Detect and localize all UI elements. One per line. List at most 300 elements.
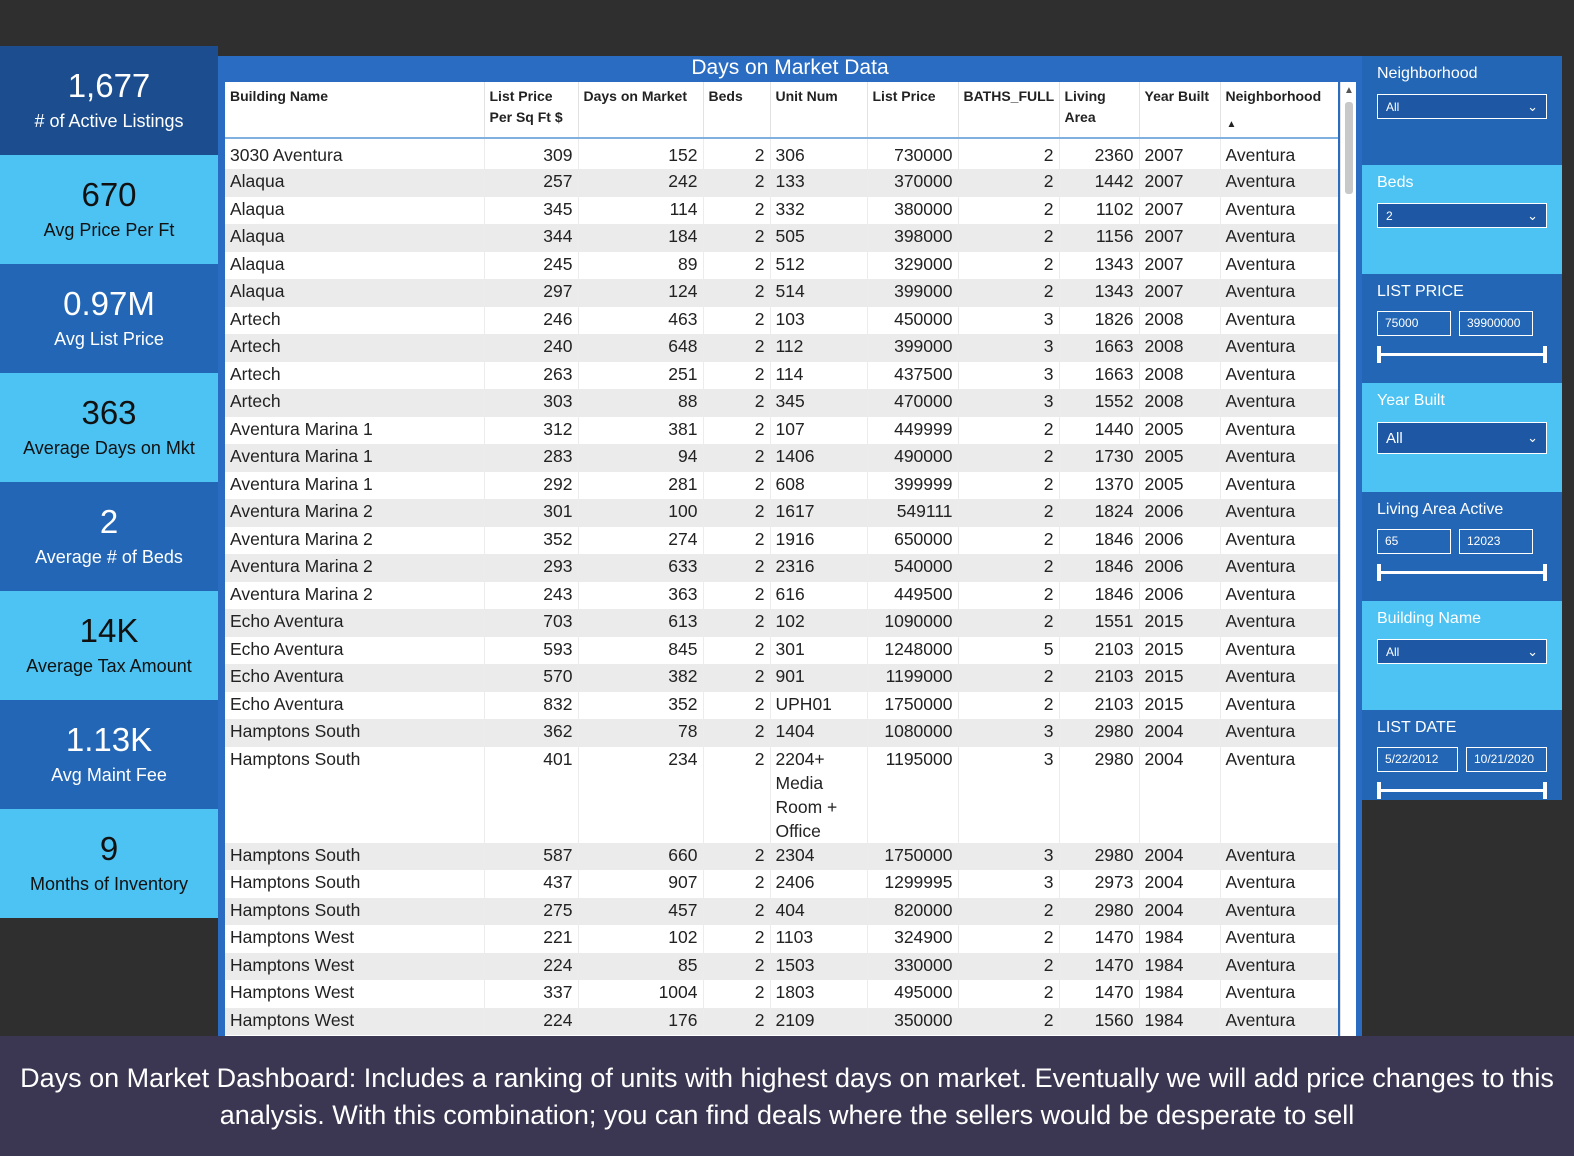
table-cell: 2: [703, 444, 770, 472]
table-cell: Aventura: [1220, 692, 1338, 720]
table-row[interactable]: [225, 224, 1338, 252]
table-row[interactable]: [225, 362, 1338, 390]
table-row[interactable]: [225, 582, 1338, 610]
table-cell: 2015: [1139, 609, 1220, 637]
table-cell: 2: [958, 925, 1059, 953]
slider-min-handle[interactable]: [1377, 782, 1381, 799]
slicer-label: Beds: [1377, 174, 1414, 191]
list-price-min-input[interactable]: 75000: [1377, 311, 1451, 336]
kpi-value: 2: [99, 502, 119, 540]
table-cell: Aventura: [1220, 980, 1338, 1008]
column-header[interactable]: [958, 82, 1059, 138]
table-cell: 398000: [867, 224, 958, 252]
column-header[interactable]: [1059, 82, 1139, 138]
table-cell: UPH01: [770, 692, 867, 720]
table-row[interactable]: [225, 444, 1338, 472]
list-date-min-input[interactable]: 5/22/2012: [1377, 747, 1458, 772]
table-cell: 89: [578, 252, 703, 280]
table-cell: 1846: [1059, 554, 1139, 582]
table-cell: 730000: [867, 138, 958, 169]
table-cell: 2: [958, 197, 1059, 225]
table-cell: 2: [958, 664, 1059, 692]
column-header[interactable]: [703, 82, 770, 138]
table-cell: 2980: [1059, 898, 1139, 926]
dropdown-value: All: [1386, 429, 1403, 447]
slicer-year-built: [1362, 383, 1562, 492]
table-cell: 1103: [770, 925, 867, 953]
table-cell: 293: [484, 554, 578, 582]
table-cell: Echo Aventura: [225, 637, 484, 665]
table-cell: 1299995: [867, 870, 958, 898]
table-cell: 114: [770, 362, 867, 390]
table-row[interactable]: [225, 953, 1338, 981]
table-row[interactable]: [225, 870, 1338, 898]
table-cell: Hamptons West: [225, 953, 484, 981]
table-cell: Hamptons South: [225, 843, 484, 871]
table-cell: 2: [703, 664, 770, 692]
kpi-card-avg-maint-fee: [0, 700, 218, 809]
table-cell: Aventura: [1220, 389, 1338, 417]
table-cell: 2109: [770, 1008, 867, 1036]
table-cell: 832: [484, 692, 578, 720]
table-row[interactable]: [225, 692, 1338, 720]
table-cell: 3: [958, 307, 1059, 335]
table-cell: 312: [484, 417, 578, 445]
table-cell: 2008: [1139, 334, 1220, 362]
table-cell: 345: [770, 389, 867, 417]
table-cell: 2304: [770, 843, 867, 871]
table-cell: 3: [958, 389, 1059, 417]
table-scrollbar[interactable]: [1340, 82, 1356, 1036]
table-cell: 1984: [1139, 980, 1220, 1008]
table-cell: 399999: [867, 472, 958, 500]
table-cell: 2980: [1059, 747, 1139, 843]
list-price-max-input[interactable]: 39900000: [1459, 311, 1533, 336]
slider-max-handle[interactable]: [1543, 782, 1547, 799]
table-row[interactable]: [225, 719, 1338, 747]
column-header[interactable]: [225, 82, 484, 138]
chevron-down-icon: ⌄: [1527, 643, 1538, 659]
table-cell: 2: [703, 582, 770, 610]
table-row[interactable]: [225, 307, 1338, 335]
kpi-card-avg-days-on-market: [0, 373, 218, 482]
living-area-max-input[interactable]: 12023: [1459, 529, 1533, 554]
table-cell: 1442: [1059, 169, 1139, 197]
table-cell: 3: [958, 747, 1059, 843]
table-cell: 540000: [867, 554, 958, 582]
table-cell: 450000: [867, 307, 958, 335]
table-cell: 370000: [867, 169, 958, 197]
column-header[interactable]: [770, 82, 867, 138]
living-area-slider[interactable]: [1377, 562, 1547, 582]
table-cell: 2: [958, 692, 1059, 720]
table-cell: 845: [578, 637, 703, 665]
table-cell: 2015: [1139, 664, 1220, 692]
table-cell: 2103: [1059, 692, 1139, 720]
table-cell: 457: [578, 898, 703, 926]
kpi-column: [0, 46, 218, 918]
list-price-slider[interactable]: [1377, 344, 1547, 364]
table-cell: 2004: [1139, 898, 1220, 926]
table-cell: 399000: [867, 279, 958, 307]
table-cell: Aventura Marina 1: [225, 472, 484, 500]
table-cell: Aventura: [1220, 334, 1338, 362]
list-date-max-input[interactable]: 10/21/2020: [1466, 747, 1547, 772]
column-header-label: Year Built: [1144, 88, 1210, 104]
table-cell: 329000: [867, 252, 958, 280]
column-header-label: Days on Market: [583, 88, 687, 104]
table-row[interactable]: [225, 637, 1338, 665]
column-header[interactable]: [1139, 82, 1220, 138]
table-cell: 257: [484, 169, 578, 197]
table-cell: 103: [770, 307, 867, 335]
table-cell: 306: [770, 138, 867, 169]
table-cell: 570: [484, 664, 578, 692]
scrollbar-thumb[interactable]: [1345, 102, 1353, 194]
table-cell: 1560: [1059, 1008, 1139, 1036]
table-row[interactable]: [225, 169, 1338, 197]
table-cell: 352: [578, 692, 703, 720]
table-cell: 184: [578, 224, 703, 252]
days-on-market-panel: [218, 56, 1362, 1036]
table-row[interactable]: [225, 527, 1338, 555]
list-date-slider[interactable]: [1377, 780, 1547, 800]
kpi-value: 1,677: [67, 66, 151, 104]
table-row[interactable]: [225, 554, 1338, 582]
table-row[interactable]: [225, 138, 1338, 169]
table-cell: 463: [578, 307, 703, 335]
table-row[interactable]: [225, 389, 1338, 417]
slider-max-handle[interactable]: [1543, 346, 1547, 363]
table-cell: 263: [484, 362, 578, 390]
table-cell: 345: [484, 197, 578, 225]
slicer-label: Living Area Active: [1377, 501, 1504, 518]
table-cell: 2: [958, 138, 1059, 169]
table-cell: Hamptons South: [225, 870, 484, 898]
table-cell: Aventura: [1220, 252, 1338, 280]
kpi-label: # of Active Listings: [34, 111, 184, 132]
slicer-label: Building Name: [1377, 610, 1482, 627]
table-cell: Hamptons West: [225, 1008, 484, 1036]
table-cell: Artech: [225, 307, 484, 335]
table-row[interactable]: [225, 334, 1338, 362]
table-cell: 176: [578, 1008, 703, 1036]
table-cell: 2: [703, 362, 770, 390]
table-cell: 245: [484, 252, 578, 280]
table-row[interactable]: [225, 609, 1338, 637]
table-cell: 2980: [1059, 719, 1139, 747]
column-header[interactable]: [484, 82, 578, 138]
table-cell: 381: [578, 417, 703, 445]
table-cell: Aventura: [1220, 554, 1338, 582]
table-cell: 2103: [1059, 637, 1139, 665]
table-cell: 2005: [1139, 444, 1220, 472]
table-cell: 2008: [1139, 389, 1220, 417]
table-cell: 1470: [1059, 980, 1139, 1008]
table-cell: Echo Aventura: [225, 609, 484, 637]
table-cell: Aventura: [1220, 362, 1338, 390]
table-cell: 251: [578, 362, 703, 390]
table-cell: Aventura: [1220, 197, 1338, 225]
table-cell: 246: [484, 307, 578, 335]
column-header-label: List Price Per Sq Ft $: [489, 88, 563, 125]
table-cell: 2015: [1139, 692, 1220, 720]
table-cell: 221: [484, 925, 578, 953]
table-cell: 2: [958, 953, 1059, 981]
table-cell: 2973: [1059, 870, 1139, 898]
chevron-down-icon: ⌄: [1527, 98, 1538, 114]
table-cell: Artech: [225, 389, 484, 417]
table-cell: 1080000: [867, 719, 958, 747]
table-cell: Aventura Marina 2: [225, 527, 484, 555]
table-cell: Echo Aventura: [225, 692, 484, 720]
slider-max-handle[interactable]: [1543, 564, 1547, 581]
building-name-dropdown[interactable]: [1377, 639, 1547, 664]
table-cell: Aventura: [1220, 138, 1338, 169]
table-cell: 224: [484, 953, 578, 981]
table-cell: 1846: [1059, 582, 1139, 610]
slicer-neighborhood: [1362, 56, 1562, 165]
sort-ascending-icon[interactable]: ▲: [1226, 119, 1237, 130]
table-row[interactable]: [225, 197, 1338, 225]
table-cell: 2: [958, 898, 1059, 926]
table-cell: 5: [958, 637, 1059, 665]
table-cell: 1343: [1059, 252, 1139, 280]
table-cell: 1004: [578, 980, 703, 1008]
table-cell: 650000: [867, 527, 958, 555]
kpi-label: Months of Inventory: [29, 874, 189, 895]
table-cell: 1803: [770, 980, 867, 1008]
beds-dropdown[interactable]: [1377, 203, 1547, 228]
table-row[interactable]: [225, 747, 1338, 843]
table-cell: 3030 Aventura: [225, 138, 484, 169]
table-cell: 2406: [770, 870, 867, 898]
slider-min-handle[interactable]: [1377, 564, 1381, 581]
table-cell: 2: [703, 870, 770, 898]
column-header-label: Beds: [708, 88, 743, 104]
table-row[interactable]: [225, 472, 1338, 500]
table-cell: 94: [578, 444, 703, 472]
table-cell: 1406: [770, 444, 867, 472]
table-cell: 240: [484, 334, 578, 362]
kpi-label: Avg Maint Fee: [51, 765, 167, 786]
table-cell: 1470: [1059, 953, 1139, 981]
table-cell: 2007: [1139, 169, 1220, 197]
table-cell: 107: [770, 417, 867, 445]
column-header-label: List Price: [872, 88, 936, 104]
table-cell: 2: [703, 279, 770, 307]
table-cell: 1617: [770, 499, 867, 527]
table-cell: Aventura Marina 2: [225, 499, 484, 527]
table-cell: Aventura Marina 1: [225, 417, 484, 445]
table-row[interactable]: [225, 499, 1338, 527]
table-cell: 242: [578, 169, 703, 197]
table-cell: 124: [578, 279, 703, 307]
table-cell: 2: [703, 389, 770, 417]
table-cell: 1846: [1059, 527, 1139, 555]
table-cell: 633: [578, 554, 703, 582]
table-cell: 3: [958, 362, 1059, 390]
kpi-value: 363: [81, 393, 137, 431]
table-cell: 2360: [1059, 138, 1139, 169]
table-cell: 1984: [1139, 925, 1220, 953]
table-cell: 2: [958, 472, 1059, 500]
table-cell: 2: [703, 197, 770, 225]
table-cell: 1404: [770, 719, 867, 747]
table-cell: 495000: [867, 980, 958, 1008]
table-cell: 2007: [1139, 138, 1220, 169]
table-cell: Artech: [225, 362, 484, 390]
table-cell: 703: [484, 609, 578, 637]
slicer-list-date: [1362, 710, 1562, 800]
table-cell: 1730: [1059, 444, 1139, 472]
table-cell: Hamptons South: [225, 898, 484, 926]
table-cell: 1750000: [867, 843, 958, 871]
table-cell: 224: [484, 1008, 578, 1036]
table-cell: 593: [484, 637, 578, 665]
table-cell: Echo Aventura: [225, 664, 484, 692]
table-cell: 1470: [1059, 925, 1139, 953]
table-cell: 907: [578, 870, 703, 898]
table-cell: Alaqua: [225, 252, 484, 280]
table-cell: 2: [703, 252, 770, 280]
table-cell: Aventura: [1220, 472, 1338, 500]
table-cell: Hamptons West: [225, 980, 484, 1008]
table-cell: 1503: [770, 953, 867, 981]
table-cell: 88: [578, 389, 703, 417]
table-cell: 1663: [1059, 334, 1139, 362]
table-cell: Aventura: [1220, 444, 1338, 472]
table-cell: 330000: [867, 953, 958, 981]
table-cell: 382: [578, 664, 703, 692]
table-cell: 648: [578, 334, 703, 362]
table-cell: 350000: [867, 1008, 958, 1036]
table-cell: Aventura: [1220, 169, 1338, 197]
kpi-label: Average Days on Mkt: [23, 438, 195, 459]
table-cell: 2: [958, 279, 1059, 307]
chevron-down-icon: ⌄: [1527, 207, 1538, 223]
table-cell: 2008: [1139, 362, 1220, 390]
table-cell: 1440: [1059, 417, 1139, 445]
table-cell: Aventura: [1220, 279, 1338, 307]
table-cell: 2006: [1139, 554, 1220, 582]
column-header-label: Neighborhood: [1225, 88, 1322, 104]
table-cell: Aventura: [1220, 527, 1338, 555]
table-cell: Alaqua: [225, 197, 484, 225]
table-cell: 324900: [867, 925, 958, 953]
table-cell: Aventura: [1220, 953, 1338, 981]
scroll-up-arrow-icon[interactable]: ▲: [1344, 85, 1354, 96]
slicer-list-price: [1362, 274, 1562, 383]
table-cell: Aventura: [1220, 664, 1338, 692]
table-cell: 2: [703, 609, 770, 637]
table-cell: 2008: [1139, 307, 1220, 335]
table-row[interactable]: [225, 664, 1338, 692]
table-cell: 102: [578, 925, 703, 953]
table-cell: 274: [578, 527, 703, 555]
table-cell: Aventura: [1220, 224, 1338, 252]
table-cell: Aventura: [1220, 870, 1338, 898]
table-cell: 1102: [1059, 197, 1139, 225]
table-cell: 100: [578, 499, 703, 527]
table-row[interactable]: [225, 1008, 1338, 1036]
table-cell: 2: [958, 980, 1059, 1008]
table-row[interactable]: [225, 980, 1338, 1008]
kpi-label: Avg Price Per Ft: [43, 220, 175, 241]
table-cell: 616: [770, 582, 867, 610]
table-cell: Aventura: [1220, 719, 1338, 747]
table-container[interactable]: [225, 82, 1338, 1036]
column-header-label: Building Name: [230, 88, 329, 104]
kpi-card-avg-beds: [0, 482, 218, 591]
table-cell: 399000: [867, 334, 958, 362]
kpi-card-avg-tax-amount: [0, 591, 218, 700]
table-cell: 2006: [1139, 527, 1220, 555]
kpi-label: Average # of Beds: [35, 547, 183, 568]
table-cell: 1984: [1139, 953, 1220, 981]
table-cell: 1916: [770, 527, 867, 555]
kpi-value: 14K: [79, 611, 139, 649]
table-cell: 2: [703, 417, 770, 445]
table-cell: 133: [770, 169, 867, 197]
dropdown-value: 2: [1386, 208, 1393, 223]
table-cell: 380000: [867, 197, 958, 225]
kpi-value: 1.13K: [65, 720, 153, 758]
table-cell: 114: [578, 197, 703, 225]
slider-min-handle[interactable]: [1377, 346, 1381, 363]
table-cell: 3: [958, 843, 1059, 871]
column-header[interactable]: [1220, 82, 1338, 138]
table-row[interactable]: [225, 252, 1338, 280]
table-cell: Aventura: [1220, 499, 1338, 527]
table-title: Days on Market Data: [691, 56, 889, 79]
table-cell: 2: [703, 169, 770, 197]
table-row[interactable]: [225, 417, 1338, 445]
neighborhood-dropdown[interactable]: [1377, 94, 1547, 119]
column-header[interactable]: [578, 82, 703, 138]
table-row[interactable]: [225, 843, 1338, 871]
column-header[interactable]: [867, 82, 958, 138]
table-cell: 1248000: [867, 637, 958, 665]
table-cell: 85: [578, 953, 703, 981]
table-cell: 78: [578, 719, 703, 747]
year-built-dropdown[interactable]: [1377, 422, 1547, 454]
table-cell: 2: [703, 843, 770, 871]
slicer-label: LIST PRICE: [1377, 283, 1464, 300]
table-cell: Aventura Marina 2: [225, 582, 484, 610]
table-cell: 1090000: [867, 609, 958, 637]
table-cell: Aventura: [1220, 925, 1338, 953]
table-cell: 2: [703, 719, 770, 747]
kpi-label: Avg List Price: [54, 329, 164, 350]
table-cell: 820000: [867, 898, 958, 926]
table-cell: 1156: [1059, 224, 1139, 252]
dropdown-value: All: [1386, 644, 1400, 659]
range-inputs: [1377, 529, 1547, 554]
table-cell: 2: [703, 1008, 770, 1036]
table-row[interactable]: [225, 925, 1338, 953]
table-cell: 901: [770, 664, 867, 692]
slicer-living-area: [1362, 492, 1562, 601]
table-row[interactable]: [225, 279, 1338, 307]
table-row[interactable]: [225, 898, 1338, 926]
table-cell: 3: [958, 334, 1059, 362]
chevron-down-icon: ⌄: [1527, 430, 1538, 445]
living-area-min-input[interactable]: 65: [1377, 529, 1451, 554]
table-cell: 2005: [1139, 417, 1220, 445]
table-cell: Aventura: [1220, 1008, 1338, 1036]
table-cell: Hamptons South: [225, 747, 484, 843]
